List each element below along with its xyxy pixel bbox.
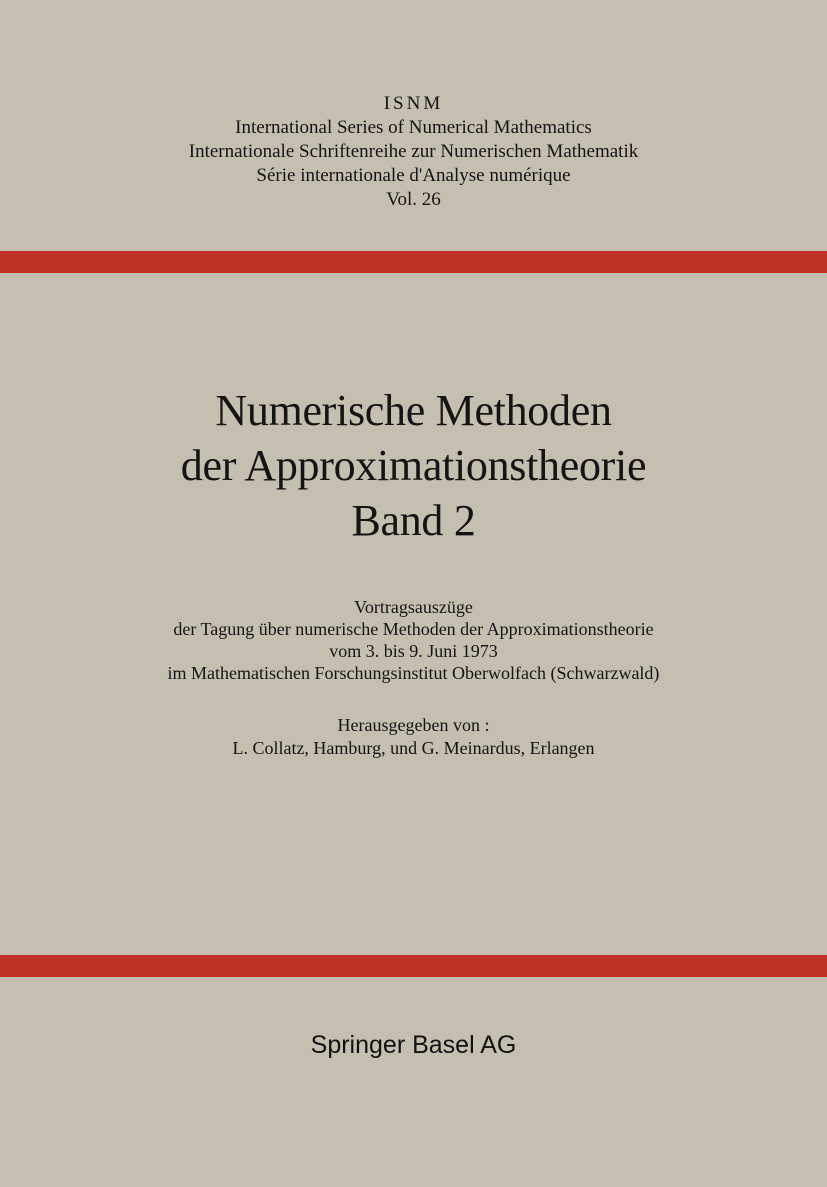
title-line-2: der Approximationstheorie: [180, 441, 647, 490]
subtitle-line-3: vom 3. bis 9. Juni 1973: [329, 641, 498, 661]
editors-label: Herausgegeben von :: [337, 715, 490, 735]
book-title: [0, 383, 827, 548]
title-line-1: Numerische Methoden: [215, 386, 612, 435]
series-title-french: Série internationale d'Analyse numérique: [256, 165, 571, 186]
top-red-band: [0, 251, 827, 273]
series-title-english: International Series of Numerical Mathematics: [235, 117, 592, 138]
series-title-german: Internationale Schriftenreihe zur Numerischen Mathematik: [188, 141, 639, 162]
book-subtitle: [0, 596, 827, 684]
bottom-red-band: [0, 955, 827, 977]
series-volume: Vol. 26: [386, 189, 441, 210]
title-line-3: Band 2: [351, 496, 476, 545]
subtitle-line-4: im Mathematischen Forschungsinstitut Oberwolfach (Schwarzwald): [167, 663, 660, 683]
series-abbreviation: ISNM: [383, 93, 444, 114]
publisher-name: Springer Basel AG: [310, 1031, 517, 1059]
subtitle-line-2: der Tagung über numerische Methoden der Approximationstheorie: [173, 619, 654, 639]
series-info: [0, 92, 827, 212]
editors-names: L. Collatz, Hamburg, und G. Meinardus, Erlangen: [232, 738, 595, 758]
editors: [0, 714, 827, 760]
subtitle-line-1: Vortragsauszüge: [354, 597, 473, 617]
